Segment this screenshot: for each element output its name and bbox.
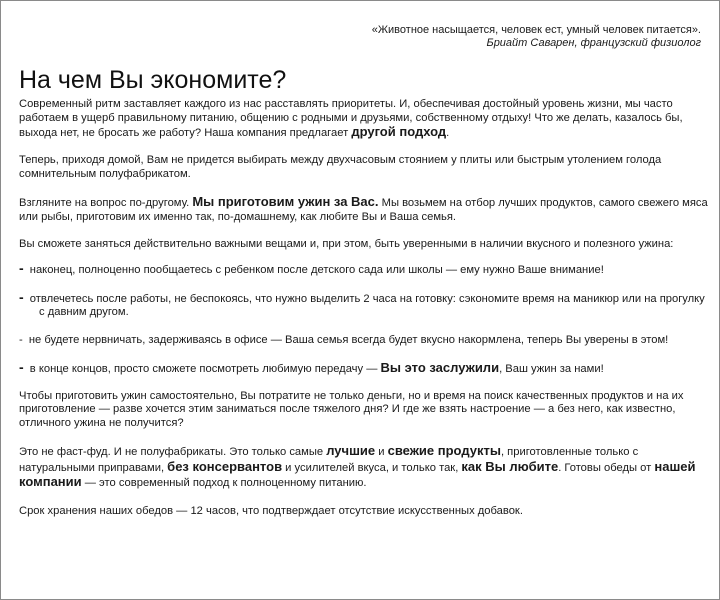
article-body [19,98,709,532]
epigraph [372,24,701,51]
list-item-text-end: , Ваш ужин за нами! [499,362,604,375]
paragraph-look-start: Взгляните на вопрос по-другому. [19,197,193,210]
text-segment: — это современный подход к полноценному питанию. [81,477,367,490]
list-item-text: не будете нервничать, задерживаясь в офисе — Ваша семья всегда будет вкусно накормлена, теперь Вы уверены в этом! [28,333,669,346]
highlight-our-company: нашей компании [19,458,696,490]
page-title: На чем Вы экономите? [19,66,287,94]
highlight-fresh-products: свежие продукты [387,443,501,459]
list-item [19,334,709,348]
list-dash: - [19,358,24,375]
paragraph-intro-text: Современный ритм заставляет каждого из нас расставлять приоритеты. И, обеспечивая достойный уровень жизни, мы часто работаем в ущерб правильному питанию, общению с родными и друзьями, собственному отдыху! Что же делать, казалось бы, выхода нет, не бросать же работу? Наша компания предлагает [19,98,683,140]
epigraph-quote: «Животное насыщается, человек ест, умный человек питается». [371,24,701,36]
paragraph-coming-home: Теперь, приходя домой, Вам не придется выбирать между двухчасовым стоянием у плиты или быстрым утолением голода сомнительным полуфабрикатом. [19,154,662,180]
highlight-we-cook: Мы приготовим ужин за Вас. [192,194,379,210]
text-segment: и [375,446,388,459]
paragraph-shelf-life: Срок хранения наших обедов — 12 часов, что подтверждает отсутствие искусственных добавок. [19,504,523,517]
paragraph-cook-yourself: Чтобы приготовить ужин самостоятельно, Вы потратите не только деньги, но и время на поиск качественных продуктов и на их приготовление — разве хочется этим заниматься после тяжелого дня? И где же взять настроение — а без него, как известно, отличного ужина не получится? [19,389,684,430]
highlight-as-you-like: как Вы любите [461,458,559,474]
list-item [19,358,709,377]
text-segment: . Готовы обеды от [558,461,655,474]
text-segment: Это не фаст-фуд. И не полуфабрикаты. Это только самые [19,446,327,459]
list-item-text: наконец, полноценно пообщаетесь с ребенком после детского сада или школы — ему нужно Ваше внимание! [29,263,604,276]
list-dash: - [19,333,23,346]
text-segment: и усилителей вкуса, и только так, [282,461,462,474]
paragraph-intro-end: . [446,127,450,140]
paragraph-intro [19,98,709,141]
text-segment: , приготовленные только с натуральными приправами, [19,446,639,474]
highlight-other-approach: другой подход [351,124,447,140]
paragraph-important-things: Вы сможете заняться действительно важными вещами и, при этом, быть уверенными в наличии вкусного и полезного ужина: [19,237,674,250]
list-dash: - [19,259,24,276]
paragraph-look-end: Мы возьмем на отбор лучших продуктов, самого свежего мяса или рыбы, приготовим их именно так, по-домашнему, как любите Вы и Ваша семья. [19,197,708,223]
paragraph-look-differently [19,195,709,224]
list-item [19,259,709,278]
highlight-you-deserve: Вы это заслужили [380,359,500,375]
highlight-best: лучшие [326,443,376,459]
list-item-text: отвлечетесь после работы, не беспокоясь, что нужно выделить 2 часа на готовку: сэкономите время на маникюр или на прогулку с давним другом. [29,292,705,319]
paragraph-not-fast-food [19,444,709,491]
epigraph-author: Бриайт Саварен, французский физиолог [486,37,701,50]
list-item [19,288,709,320]
list-dash: - [19,288,24,305]
list-item-text: в конце концов, просто сможете посмотреть любимую передачу — [29,362,381,375]
highlight-no-preservatives: без консервантов [167,458,283,474]
